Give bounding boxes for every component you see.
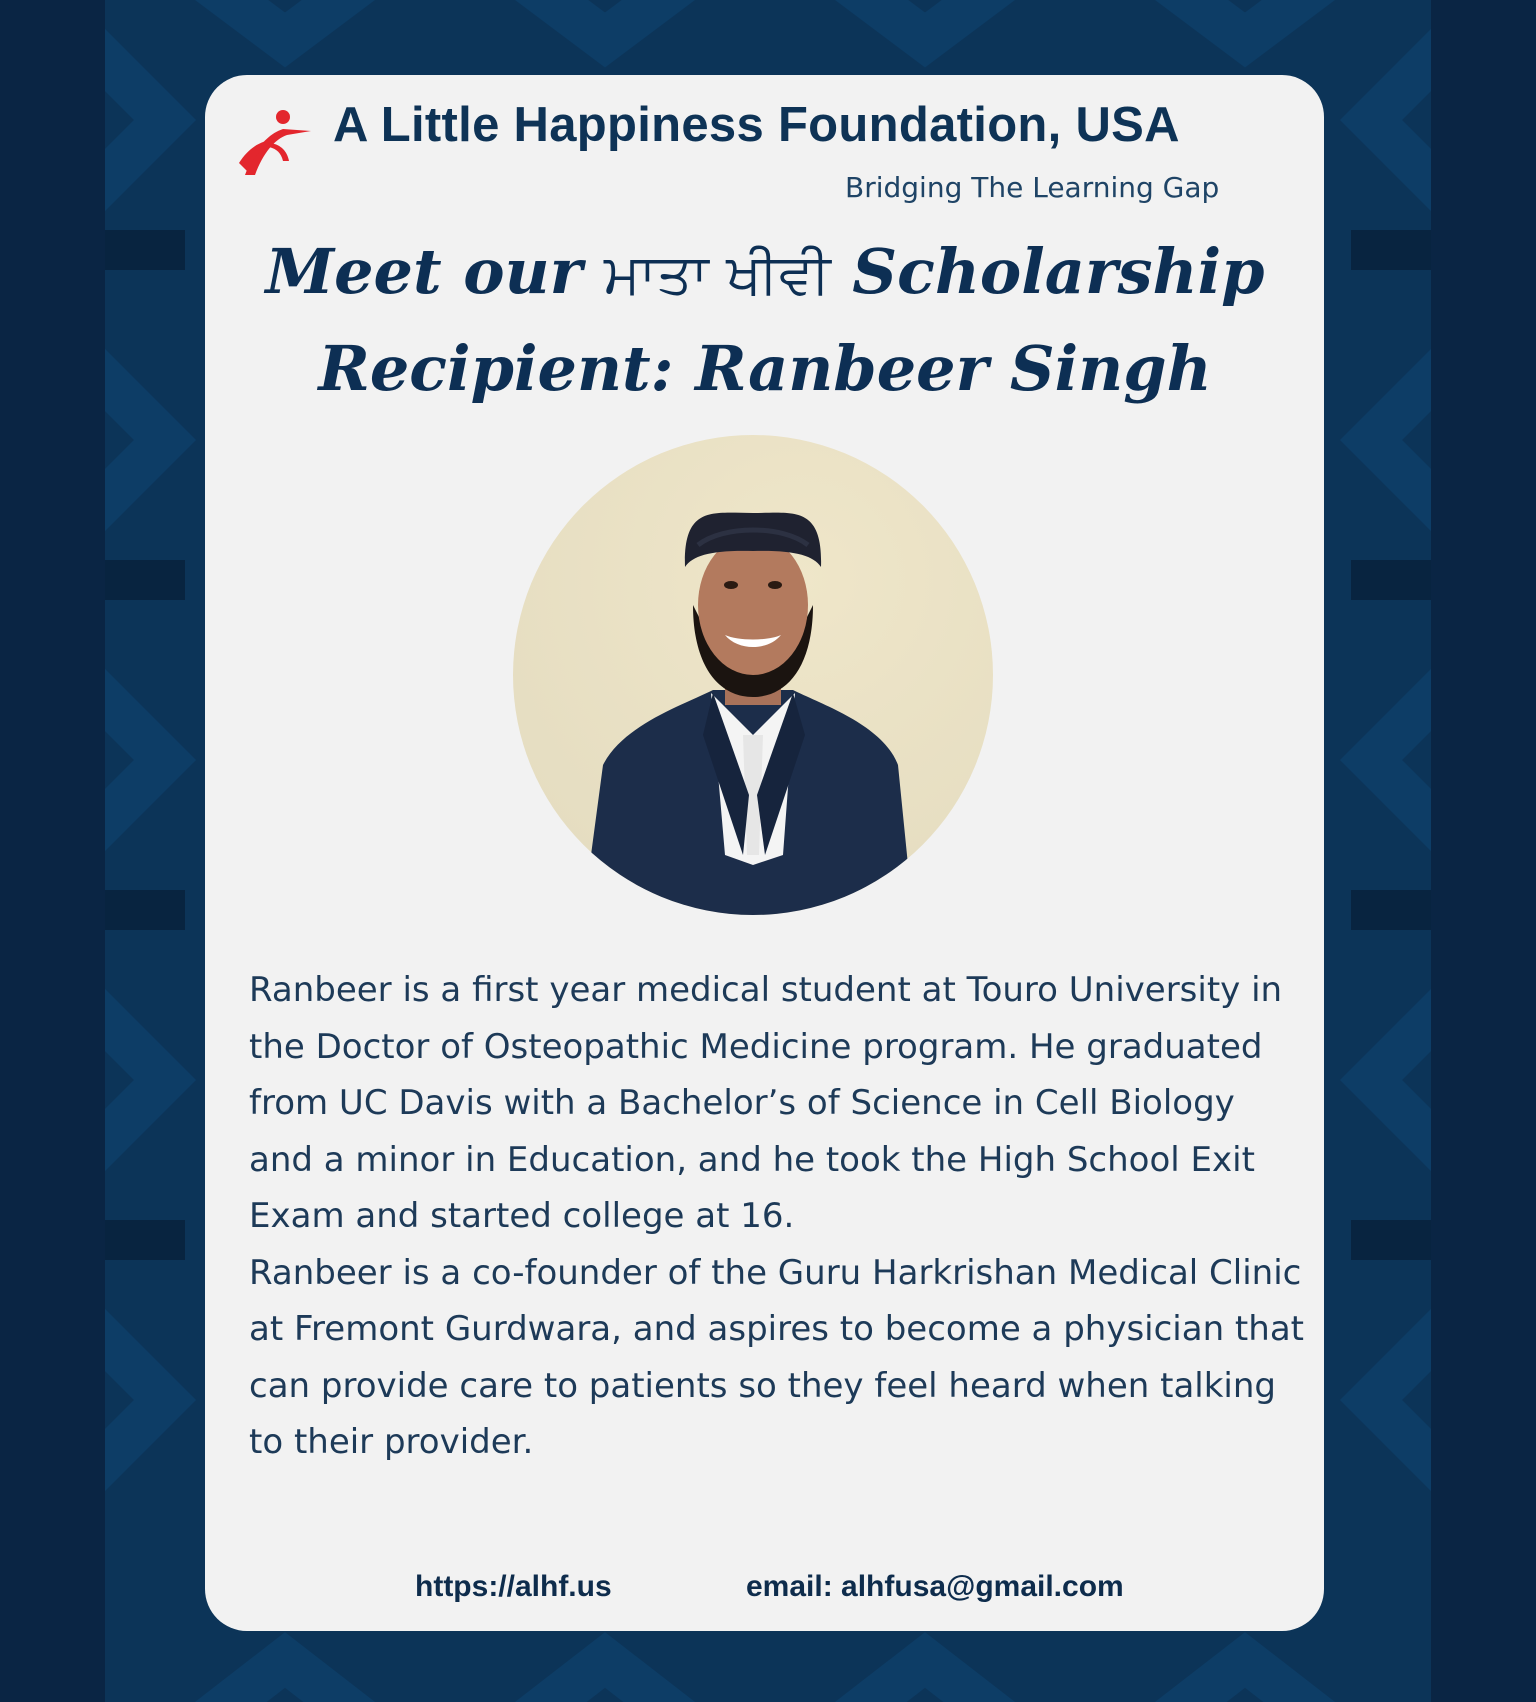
bio-paragraph-2: Ranbeer is a co-founder of the Guru Harkrishan Medical Clinic at Fremont Gurdwara, and aspires to become a physician that can provide care to patients so they feel heard when talking to their provider. [249, 1252, 1304, 1462]
bio-paragraph-1: Ranbeer is a first year medical student at Touro University in the Doctor of Osteopathic Medicine program. He graduated from UC Davis with a Bachelor’s of Science in Cell Biology and a minor in Education, and he took the High School Exit Exam and started college at 16. [249, 970, 1283, 1236]
right-border [1431, 0, 1536, 1702]
headline [225, 225, 1305, 416]
left-border [0, 0, 105, 1702]
running-figure-logo-icon [235, 105, 315, 177]
headline-suffix: Scholarship [830, 235, 1265, 308]
headline-punjabi: ਮਾਤਾ ਖੀਵੀ [603, 242, 831, 307]
website-link[interactable]: https://alhf.us [415, 1570, 612, 1603]
org-name: A Little Happiness Foundation, USA [333, 98, 1180, 152]
scholarship-card [205, 75, 1324, 1631]
org-tagline: Bridging The Learning Gap [845, 171, 1220, 204]
headline-line2: Recipient: Ranbeer Singh [318, 332, 1212, 405]
headline-prefix: Meet our [265, 235, 604, 308]
recipient-bio [249, 962, 1309, 1471]
recipient-portrait-icon [513, 435, 993, 915]
email-link[interactable]: email: alhfusa@gmail.com [746, 1570, 1124, 1603]
